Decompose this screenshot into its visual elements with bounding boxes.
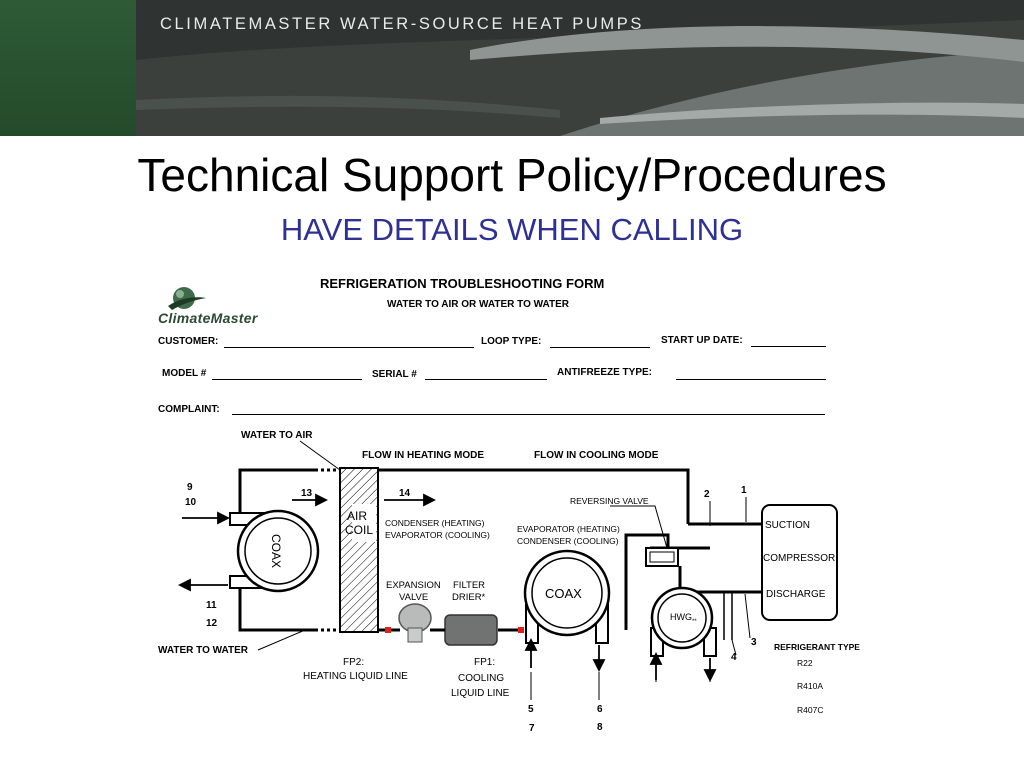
model-label: MODEL # [162, 368, 207, 379]
hwg-label: $HWG_{**}$ [670, 612, 697, 625]
air-coil-label-line2: COIL [345, 523, 374, 537]
customer-label: CUSTOMER: [158, 336, 219, 347]
refrigerant-r410a: R410A [797, 681, 823, 691]
point-4: 4 [731, 652, 737, 663]
point-14: 14 [399, 488, 411, 499]
point-1: 1 [741, 485, 747, 496]
hwg-sub-label: ** [692, 618, 697, 625]
fp2-marker [385, 627, 391, 633]
filter-drier-label-line2: DRIER* [452, 592, 486, 603]
serial-label: SERIAL # [372, 369, 417, 380]
point-9: 9 [187, 482, 193, 493]
filter-drier-label-line1: FILTER [453, 580, 486, 591]
banner-title: CLIMATEMASTER WATER-SOURCE HEAT PUMPS [160, 15, 644, 33]
condenser-heating-label: CONDENSER (HEATING) [385, 518, 485, 528]
form-title: REFRIGERATION TROUBLESHOOTING FORM [320, 276, 605, 291]
fp1-marker [518, 627, 524, 633]
refrigerant-r407c: R407C [797, 705, 824, 715]
reversing-valve-label: REVERSING VALVE [570, 496, 649, 506]
flow-heating-label: FLOW IN HEATING MODE [362, 450, 485, 461]
slide-title: Technical Support Policy/Procedures [137, 149, 887, 201]
suction-label: SUCTION [765, 520, 810, 531]
flow-cooling-label: FLOW IN COOLING MODE [534, 450, 659, 461]
climatemaster-logo-text: ClimateMaster [158, 310, 258, 326]
coax-left-label: COAX [269, 533, 284, 569]
loop-type-label: LOOP TYPE: [481, 336, 542, 347]
expansion-valve-label-line2: VALVE [399, 592, 429, 603]
compressor-label: COMPRESSOR [763, 553, 836, 564]
evaporator-cooling-label: EVAPORATOR (COOLING) [385, 530, 490, 540]
fp1-label-line1: FP1: [474, 657, 496, 668]
fp1-label-line3: LIQUID LINE [451, 688, 510, 699]
point-6: 6 [597, 704, 603, 715]
slide-subtitle: HAVE DETAILS WHEN CALLING [280, 212, 744, 247]
expansion-valve-label-line1: EXPANSION [386, 580, 441, 591]
air-coil-label-line1: AIR [347, 509, 368, 523]
form-subtitle: WATER TO AIR OR WATER TO WATER [387, 299, 570, 310]
refrigerant-type-label: REFRIGERANT TYPE [774, 642, 860, 652]
condenser-cooling-label: CONDENSER (COOLING) [517, 536, 619, 546]
point-12: 12 [206, 618, 218, 629]
point-13: 13 [301, 488, 313, 499]
water-to-water-label: WATER TO WATER [158, 645, 248, 656]
point-7: 7 [529, 723, 535, 734]
expansion-valve-icon [378, 604, 431, 642]
discharge-label: DISCHARGE [766, 589, 826, 600]
fp2-label-line1: FP2: [343, 657, 365, 668]
point-3: 3 [751, 637, 757, 648]
fp1-label-line2: COOLING [458, 673, 505, 684]
start-up-date-label: START UP DATE: [661, 335, 743, 346]
point-2: 2 [704, 489, 710, 500]
point-5: 5 [528, 704, 534, 715]
point-10: 10 [185, 497, 197, 508]
point-8: 8 [597, 722, 603, 733]
filter-drier-icon [430, 615, 497, 645]
reversing-valve-icon [646, 548, 678, 566]
evaporator-heating-label: EVAPORATOR (HEATING) [517, 524, 620, 534]
antifreeze-type-label: ANTIFREEZE TYPE: [557, 367, 653, 378]
coax-right-label: COAX [545, 586, 582, 601]
complaint-label: COMPLAINT: [158, 404, 220, 415]
water-to-air-label: WATER TO AIR [241, 430, 313, 441]
point-11: 11 [206, 600, 217, 611]
leader-lines [258, 441, 750, 700]
refrigerant-r22: R22 [797, 658, 813, 668]
fp2-label-line2: HEATING LIQUID LINE [303, 671, 408, 682]
air-coil [340, 468, 378, 632]
